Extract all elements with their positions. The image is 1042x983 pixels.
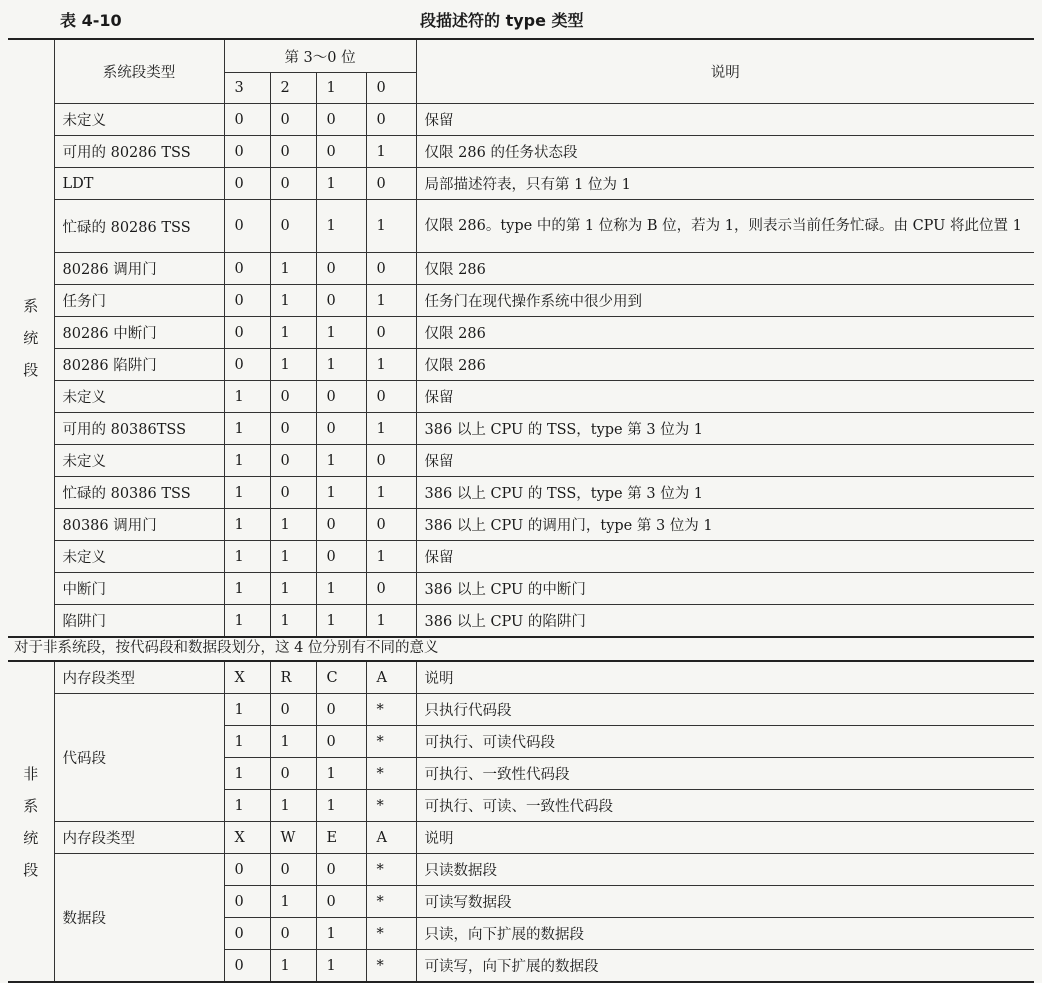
segment-description: 386 以上 CPU 的调用门，type 第 3 位为 1 <box>416 509 1034 541</box>
segment-type-name: 未定义 <box>54 445 224 477</box>
bit-value: 1 <box>316 200 366 253</box>
bit-value: 1 <box>224 726 270 758</box>
segment-description: 可执行、可读代码段 <box>416 726 1034 758</box>
table-row <box>8 136 1034 168</box>
bit-value: 0 <box>270 758 316 790</box>
bit-value: 1 <box>224 381 270 413</box>
bit-value: 1 <box>366 413 416 445</box>
bit-value: 0 <box>316 854 366 886</box>
bit-value: 1 <box>270 886 316 918</box>
segment-description: 386 以上 CPU 的 TSS，type 第 3 位为 1 <box>416 413 1034 445</box>
bit-value: 0 <box>366 253 416 285</box>
table-row <box>8 200 1034 253</box>
bit-value: 0 <box>316 541 366 573</box>
bit-value: * <box>366 886 416 918</box>
bit-value: 1 <box>224 541 270 573</box>
bit-value: 1 <box>270 253 316 285</box>
segment-description: 保留 <box>416 381 1034 413</box>
bit-value: 0 <box>316 104 366 136</box>
segment-type-name: 80386 调用门 <box>54 509 224 541</box>
bit-value: 0 <box>366 381 416 413</box>
bit-flag-header: C <box>316 661 366 694</box>
segment-description: 仅限 286 <box>416 349 1034 381</box>
segment-description: 仅限 286 <box>416 253 1034 285</box>
bit-flag-header: W <box>270 822 316 854</box>
bit-value: 1 <box>224 445 270 477</box>
segment-type-name: 未定义 <box>54 104 224 136</box>
bit-value: 0 <box>366 445 416 477</box>
bit-value: * <box>366 854 416 886</box>
type-column-header: 系统段类型 <box>54 39 224 104</box>
bit-index-header: 3 <box>224 73 270 104</box>
bit-value: 0 <box>316 253 366 285</box>
bit-value: 0 <box>270 477 316 509</box>
bit-value: 0 <box>316 413 366 445</box>
data-segment-group: 数据段 <box>54 854 224 983</box>
segment-type-name: 任务门 <box>54 285 224 317</box>
bit-value: 0 <box>366 573 416 605</box>
bit-value: 1 <box>270 509 316 541</box>
bit-value: 1 <box>316 790 366 822</box>
bit-value: 1 <box>316 349 366 381</box>
bit-flag-header: R <box>270 661 316 694</box>
header-row <box>8 39 1034 73</box>
bit-value: 0 <box>270 854 316 886</box>
segment-type-name: 可用的 80286 TSS <box>54 136 224 168</box>
bit-value: 1 <box>316 477 366 509</box>
bit-index-header: 0 <box>366 73 416 104</box>
segment-type-name: 忙碌的 80386 TSS <box>54 477 224 509</box>
desc-column-header: 说明 <box>416 661 1034 694</box>
memory-type-header: 内存段类型 <box>54 822 224 854</box>
bit-value: 0 <box>224 886 270 918</box>
bit-value: 0 <box>224 168 270 200</box>
segment-description: 仅限 286。type 中的第 1 位称为 B 位，若为 1，则表示当前任务忙碌。由 CPU 将此位置 1 <box>416 200 1034 253</box>
bit-value: 0 <box>224 918 270 950</box>
memory-type-header: 内存段类型 <box>54 661 224 694</box>
segment-description: 只读数据段 <box>416 854 1034 886</box>
code-segment-group: 代码段 <box>54 694 224 822</box>
code-header-row <box>8 661 1034 694</box>
bit-value: 1 <box>270 950 316 983</box>
bit-value: 0 <box>366 104 416 136</box>
bit-value: 0 <box>224 136 270 168</box>
bit-value: 1 <box>270 790 316 822</box>
bit-value: 1 <box>224 477 270 509</box>
segment-description: 保留 <box>416 541 1034 573</box>
nonsystem-note: 对于非系统段，按代码段和数据段划分，这 4 位分别有不同的意义 <box>14 640 439 656</box>
segment-description: 可执行、一致性代码段 <box>416 758 1034 790</box>
bit-value: 1 <box>270 605 316 638</box>
bit-value: 0 <box>224 317 270 349</box>
bit-value: 0 <box>270 445 316 477</box>
table-row <box>8 445 1034 477</box>
bit-value: 0 <box>270 168 316 200</box>
bit-value: 1 <box>224 790 270 822</box>
bit-value: 0 <box>224 285 270 317</box>
segment-type-name: LDT <box>54 168 224 200</box>
bit-value: 0 <box>224 854 270 886</box>
segment-type-name: 陷阱门 <box>54 605 224 638</box>
bit-value: 1 <box>270 541 316 573</box>
bit-value: 0 <box>270 918 316 950</box>
bit-value: 0 <box>224 950 270 983</box>
segment-type-name: 中断门 <box>54 573 224 605</box>
bit-value: 0 <box>316 285 366 317</box>
bit-value: 1 <box>224 509 270 541</box>
segment-description: 仅限 286 <box>416 317 1034 349</box>
bit-value: 0 <box>270 694 316 726</box>
bit-flag-header: X <box>224 822 270 854</box>
table-row <box>8 477 1034 509</box>
data-header-row <box>8 822 1034 854</box>
bit-value: 1 <box>366 200 416 253</box>
bit-value: 1 <box>270 573 316 605</box>
bits-group-header: 第 3～0 位 <box>224 39 416 73</box>
table-caption <box>0 6 1042 32</box>
system-side-label: 系 统 段 <box>8 39 54 637</box>
bit-value: 1 <box>366 605 416 638</box>
bit-value: 1 <box>316 573 366 605</box>
bit-value: 1 <box>224 573 270 605</box>
bit-flag-header: E <box>316 822 366 854</box>
segment-description: 只执行代码段 <box>416 694 1034 726</box>
bit-value: 1 <box>224 694 270 726</box>
bit-flag-header: X <box>224 661 270 694</box>
table-row <box>8 104 1034 136</box>
bit-value: 1 <box>366 285 416 317</box>
table-row <box>8 349 1034 381</box>
table-row <box>8 854 1034 886</box>
segment-description: 局部描述符表，只有第 1 位为 1 <box>416 168 1034 200</box>
table-row <box>8 285 1034 317</box>
bit-value: 1 <box>316 918 366 950</box>
segment-description: 保留 <box>416 104 1034 136</box>
bit-value: 1 <box>224 605 270 638</box>
table-row <box>8 694 1034 726</box>
bit-value: 0 <box>316 726 366 758</box>
table-row <box>8 605 1034 638</box>
table-row <box>8 413 1034 445</box>
bit-value: 0 <box>270 200 316 253</box>
table-row <box>8 541 1034 573</box>
segment-type-name: 未定义 <box>54 541 224 573</box>
table-title: 段描述符的 type 类型 <box>420 11 584 30</box>
segment-description: 386 以上 CPU 的陷阱门 <box>416 605 1034 638</box>
segment-description: 保留 <box>416 445 1034 477</box>
segment-type-name: 80286 调用门 <box>54 253 224 285</box>
table-row <box>8 573 1034 605</box>
bit-value: 0 <box>270 381 316 413</box>
bit-value: 0 <box>224 253 270 285</box>
bit-value: * <box>366 950 416 983</box>
segment-description: 386 以上 CPU 的 TSS，type 第 3 位为 1 <box>416 477 1034 509</box>
bit-value: 1 <box>366 477 416 509</box>
segment-description: 386 以上 CPU 的中断门 <box>416 573 1034 605</box>
bit-value: 0 <box>224 349 270 381</box>
bit-value: 0 <box>366 317 416 349</box>
bit-value: 1 <box>316 317 366 349</box>
bit-value: * <box>366 694 416 726</box>
bit-value: 1 <box>270 349 316 381</box>
table-row <box>8 509 1034 541</box>
segment-description: 仅限 286 的任务状态段 <box>416 136 1034 168</box>
bit-value: 1 <box>270 285 316 317</box>
bit-value: 0 <box>270 104 316 136</box>
bit-value: 1 <box>270 317 316 349</box>
bit-value: * <box>366 918 416 950</box>
bit-value: 0 <box>316 381 366 413</box>
bit-value: 1 <box>366 541 416 573</box>
segment-type-name: 忙碌的 80286 TSS <box>54 200 224 253</box>
nonsystem-side-label: 非 系 统 段 <box>8 661 54 982</box>
bit-value: 1 <box>316 950 366 983</box>
bit-value: 1 <box>316 758 366 790</box>
bit-value: 1 <box>316 605 366 638</box>
bit-value: 0 <box>270 413 316 445</box>
segment-description: 只读，向下扩展的数据段 <box>416 918 1034 950</box>
bit-flag-header: A <box>366 661 416 694</box>
table-row <box>8 168 1034 200</box>
bit-value: 0 <box>224 104 270 136</box>
segment-description: 可读写，向下扩展的数据段 <box>416 950 1034 983</box>
bit-value: * <box>366 758 416 790</box>
bit-value: 1 <box>366 349 416 381</box>
bit-value: 0 <box>366 509 416 541</box>
bit-value: 1 <box>316 168 366 200</box>
table-row <box>8 317 1034 349</box>
bit-flag-header: A <box>366 822 416 854</box>
bit-value: 0 <box>316 694 366 726</box>
segment-description: 任务门在现代操作系统中很少用到 <box>416 285 1034 317</box>
bit-index-header: 1 <box>316 73 366 104</box>
table-row <box>8 381 1034 413</box>
table-number: 表 4-10 <box>60 11 122 30</box>
nonsystem-segment-table <box>8 660 1034 983</box>
bit-value: 0 <box>316 509 366 541</box>
bit-value: 1 <box>224 413 270 445</box>
bit-index-header: 2 <box>270 73 316 104</box>
segment-type-name: 80286 陷阱门 <box>54 349 224 381</box>
desc-column-header: 说明 <box>416 39 1034 104</box>
bit-value: 1 <box>224 758 270 790</box>
segment-type-name: 可用的 80386TSS <box>54 413 224 445</box>
bit-value: 1 <box>316 445 366 477</box>
bit-value: 0 <box>270 136 316 168</box>
segment-description: 可执行、可读、一致性代码段 <box>416 790 1034 822</box>
bit-value: * <box>366 790 416 822</box>
bit-value: 0 <box>224 200 270 253</box>
bit-value: 0 <box>316 886 366 918</box>
bit-value: 0 <box>366 168 416 200</box>
table-row <box>8 253 1034 285</box>
bit-value: 1 <box>366 136 416 168</box>
bit-value: 0 <box>316 136 366 168</box>
desc-column-header: 说明 <box>416 822 1034 854</box>
segment-type-name: 80286 中断门 <box>54 317 224 349</box>
bit-value: 1 <box>270 726 316 758</box>
segment-type-name: 未定义 <box>54 381 224 413</box>
system-segment-table <box>8 38 1034 638</box>
bit-value: * <box>366 726 416 758</box>
segment-description: 可读写数据段 <box>416 886 1034 918</box>
